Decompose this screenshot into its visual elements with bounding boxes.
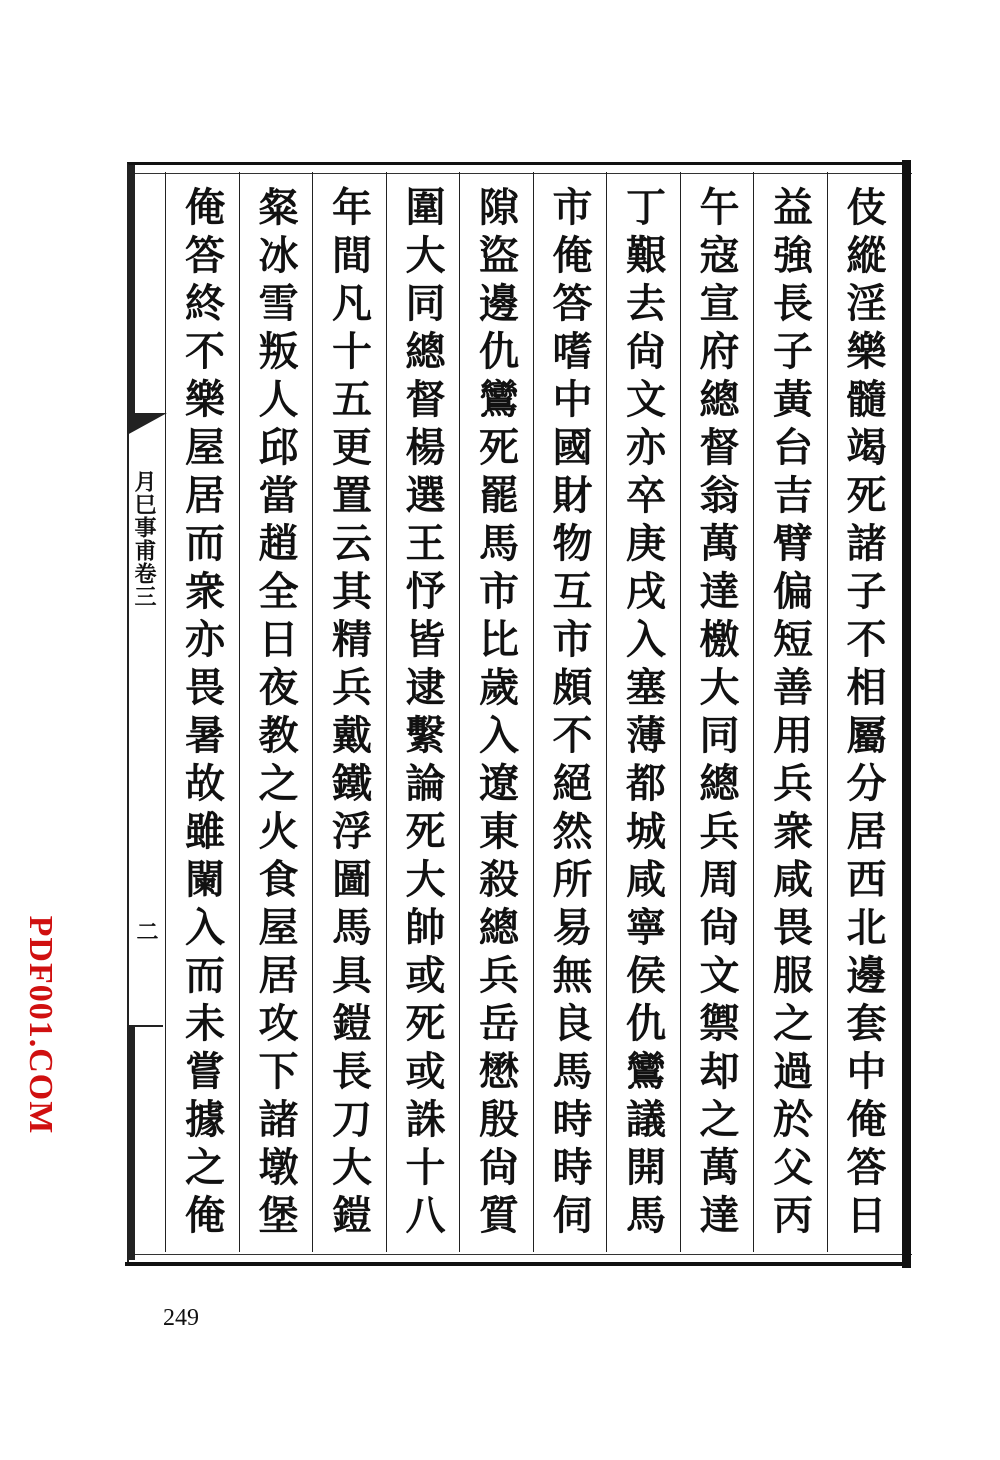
margin-leaf-number: 二 xyxy=(133,920,159,942)
text-column-9: 粲冰雪叛人邱當趙全日夜教之火食屋居攻下諸墩堡 xyxy=(239,172,313,1252)
frame-right-border xyxy=(902,160,911,1268)
watermark-text-main: PDF001 xyxy=(22,915,59,1039)
text-column-7: 圍大同總督楊選王忬皆逮繫論死大帥或死或誅十八 xyxy=(386,172,460,1252)
text-column-2: 益強長子黃台吉臂偏短善用兵衆咸畏服之過於父丙 xyxy=(753,172,827,1252)
text-columns xyxy=(165,172,900,1252)
fish-tail-bottom-mark xyxy=(127,1025,135,1260)
text-column-6: 隙盜邊仇鸞死罷馬市比歲入遼東殺總兵岳懋殷尙質 xyxy=(459,172,533,1252)
block-center-margin xyxy=(127,165,165,1260)
watermark-text-domain: .COM xyxy=(22,1038,59,1135)
watermark xyxy=(21,916,59,1135)
text-column-5: 市俺答嗜中國財物互市頗不絕然所易無良馬時時伺 xyxy=(533,172,607,1252)
text-column-1: 伎縱淫樂髓竭死諸子不相屬分居西北邊套中俺答日 xyxy=(827,172,901,1252)
text-column-10: 俺答終不樂屋居而衆亦畏暑故雖闌入而未嘗據之俺 xyxy=(165,172,239,1252)
fish-tail-top-mark xyxy=(127,165,135,415)
margin-book-title: 月巳事甫卷三 xyxy=(131,470,157,608)
text-column-4: 丁艱去尙文亦卒庚戌入塞薄都城咸寧侯仇鸞議開馬 xyxy=(606,172,680,1252)
frame-bottom-rule xyxy=(125,1262,911,1266)
text-column-3: 午寇宣府總督翁萬達檄大同總兵周尙文禦却之萬達 xyxy=(680,172,754,1252)
page-number: 249 xyxy=(163,1305,199,1331)
text-column-8: 年間凡十五更置云其精兵戴鐵浮圖馬具鎧長刀大鎧 xyxy=(312,172,386,1252)
fish-tail-wedge-mark xyxy=(127,413,167,435)
